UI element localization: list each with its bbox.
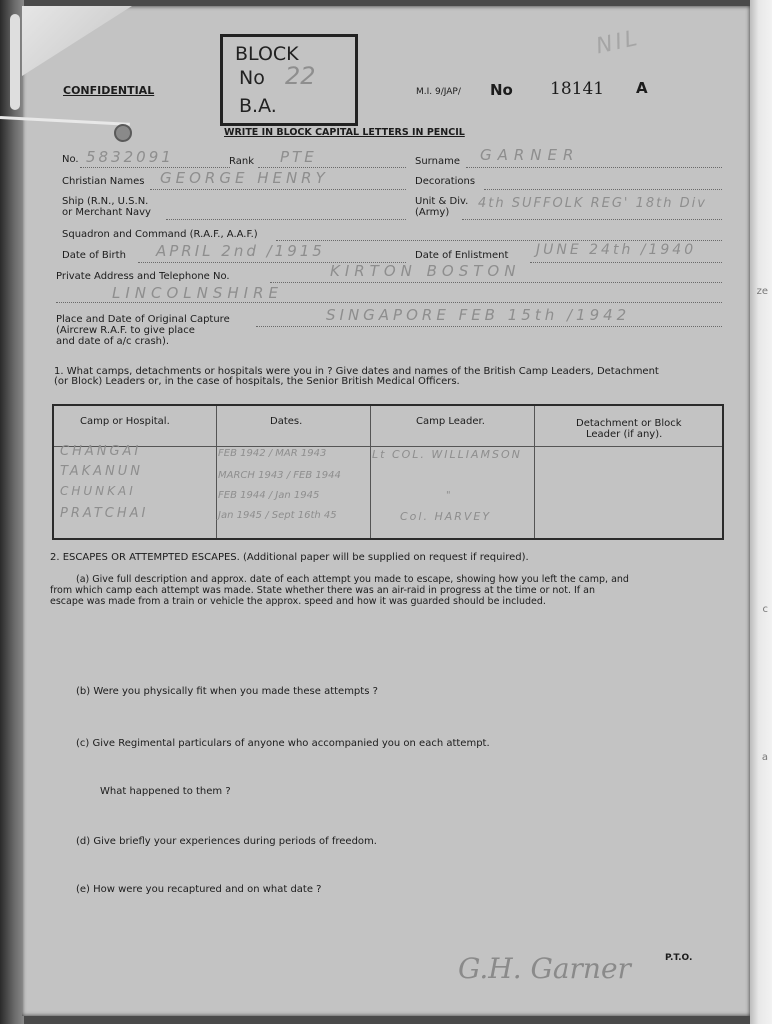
- q2-a-text-2: from which camp each attempt was made. State whether there was an air-raid in progress at the time or not. If an: [50, 585, 596, 596]
- surname-value: GARNER: [480, 146, 580, 164]
- table-header-rule: [54, 446, 722, 447]
- decorations-label: Decorations: [415, 176, 476, 187]
- ship-label: Ship (R.N., U.S.N.: [62, 196, 149, 207]
- table-row-camp: PRATCHAI: [60, 506, 149, 521]
- table-row-leader: Lt COL. WILLIAMSON: [372, 448, 522, 461]
- pto-label: P.T.O.: [665, 953, 693, 963]
- address-value-2: LINCOLNSHIRE: [112, 284, 283, 302]
- unit-label-2: (Army): [415, 207, 450, 218]
- stamp-ba: B.A.: [239, 95, 277, 117]
- surname-label: Surname: [415, 156, 460, 167]
- grommet-hole: [114, 124, 132, 142]
- table-row-dates: FEB 1942 / MAR 1943: [218, 448, 327, 459]
- address-label: Private Address and Telephone No.: [56, 271, 230, 282]
- side-mark: ze: [756, 286, 768, 297]
- address-line-1: [270, 282, 722, 283]
- stamp-no: No: [239, 67, 265, 89]
- table-divider: [216, 406, 217, 538]
- ref-code: M.I. 9/JAP/: [416, 87, 461, 97]
- q1-text-2: (or Block) Leaders or, in the case of hospitals, the Senior British Medical Officers.: [54, 376, 460, 387]
- binder-right-edge: [750, 0, 772, 1024]
- dob-label: Date of Birth: [62, 250, 126, 261]
- q2-c-followup: What happened to them ?: [100, 786, 231, 797]
- table-row-leader: Col. HARVEY: [400, 510, 492, 523]
- squadron-line: [276, 240, 722, 241]
- enlistment-label: Date of Enlistment: [415, 250, 509, 261]
- table-row-leader: ": [446, 490, 451, 501]
- col-detachment-header: Detachment or Block: [576, 418, 682, 429]
- col-leader-header: Camp Leader.: [416, 416, 485, 427]
- form-number: 18141: [550, 79, 605, 99]
- table-row-dates: Jan 1945 / Sept 16th 45: [218, 510, 337, 521]
- form-suffix: A: [636, 79, 648, 97]
- number-label: No: [490, 81, 513, 99]
- table-row-camp: TAKANUN: [60, 464, 144, 479]
- side-mark: a: [761, 752, 768, 763]
- capture-value: SINGAPORE FEB 15th /1942: [326, 306, 631, 324]
- capture-label-3: and date of a/c crash).: [56, 336, 170, 347]
- rank-label: Rank: [229, 156, 254, 167]
- q2-a-text-3: escape was made from a train or vehicle the approx. speed and how it was guarded should be included.: [50, 596, 546, 607]
- christian-names-value: GEORGE HENRY: [160, 169, 329, 187]
- service-no-line: [80, 167, 230, 168]
- capture-label-2: (Aircrew R.A.F. to give place: [56, 325, 195, 336]
- block-stamp: [220, 34, 358, 126]
- q2-a-text: (a) Give full description and approx. date of each attempt you made to escape, showing how you left the camp, and: [76, 574, 629, 585]
- stamp-block-number: 22: [285, 62, 316, 90]
- service-no-label: No.: [62, 154, 79, 165]
- table-row-camp: CHUNKAI: [60, 484, 136, 498]
- unit-value: 4th SUFFOLK REG' 18th Div: [478, 196, 707, 211]
- q2-c-text: (c) Give Regimental particulars of anyone who accompanied you on each attempt.: [76, 738, 490, 749]
- q1-text: 1. What camps, detachments or hospitals were you in ? Give dates and names of the British Camp Leaders, Detachment: [54, 366, 659, 377]
- q2-b-text: (b) Were you physically fit when you made these attempts ?: [76, 686, 378, 697]
- decorations-line: [484, 189, 722, 190]
- capture-label: Place and Date of Original Capture: [56, 314, 230, 325]
- col-detachment-header-2: Leader (if any).: [586, 429, 663, 440]
- nil-annotation: NIL: [593, 25, 643, 60]
- q2-heading: 2. ESCAPES OR ATTEMPTED ESCAPES. (Additional paper will be supplied on request if required).: [50, 552, 529, 563]
- q2-d-text: (d) Give briefly your experiences during periods of freedom.: [76, 836, 377, 847]
- christian-names-line: [150, 189, 406, 190]
- unit-line: [462, 219, 722, 220]
- enlistment-value: JUNE 24th /1940: [536, 242, 697, 258]
- ship-line: [166, 219, 406, 220]
- table-row-dates: FEB 1944 / Jan 1945: [218, 490, 320, 501]
- service-no-value: 5832091: [86, 148, 174, 166]
- ship-label-2: or Merchant Navy: [62, 207, 151, 218]
- capture-line: [256, 326, 722, 327]
- unit-label: Unit & Div.: [415, 196, 469, 207]
- binding-cord: [10, 14, 20, 110]
- table-divider: [534, 406, 535, 538]
- table-row-camp: CHANGAI: [60, 444, 142, 459]
- confidential-label: CONFIDENTIAL: [63, 84, 155, 97]
- squadron-label: Squadron and Command (R.A.F., A.A.F.): [62, 229, 258, 240]
- col-dates-header: Dates.: [270, 416, 303, 427]
- address-line-2: [56, 302, 722, 303]
- address-value-1: KIRTON BOSTON: [330, 262, 521, 280]
- signature: G.H. Garner: [458, 952, 631, 985]
- q2-e-text: (e) How were you recaptured and on what date ?: [76, 884, 322, 895]
- camps-table: [52, 404, 724, 540]
- col-camp-header: Camp or Hospital.: [80, 416, 170, 427]
- binder-left-edge: [0, 0, 24, 1024]
- christian-names-label: Christian Names: [62, 176, 145, 187]
- rank-value: PTE: [280, 148, 317, 166]
- table-divider: [370, 406, 371, 538]
- stamp-block: BLOCK: [235, 43, 299, 65]
- surname-line: [466, 167, 722, 168]
- table-row-dates: MARCH 1943 / FEB 1944: [218, 470, 341, 481]
- instruction-line: WRITE IN BLOCK CAPITAL LETTERS IN PENCIL: [224, 127, 465, 138]
- dob-value: APRIL 2nd /1915: [156, 242, 325, 260]
- side-mark: c: [762, 604, 768, 615]
- enlistment-line: [530, 262, 722, 263]
- rank-line: [258, 167, 406, 168]
